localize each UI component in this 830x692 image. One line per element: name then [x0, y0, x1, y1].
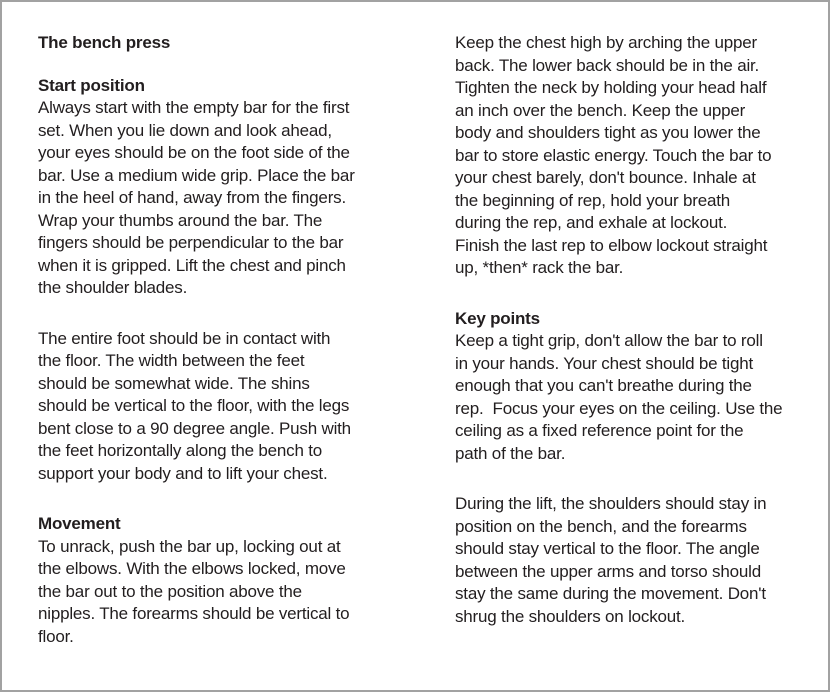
text-line: floor. [38, 626, 74, 646]
text-line: the bar out to the position above the [38, 581, 302, 601]
text-line: bent close to a 90 degree angle. Push with [38, 418, 351, 438]
paragraph [38, 97, 387, 300]
section-heading: Start position [38, 75, 145, 95]
text-line: Keep the chest high by arching the upper [455, 33, 757, 52]
text-line: between the upper arms and torso should [455, 561, 761, 581]
paragraph [455, 330, 804, 465]
text-line: bar. Use a medium wide grip. Place the bar [38, 165, 355, 185]
text-line: Tighten the neck by holding your head half [455, 78, 767, 97]
two-column-layout [38, 32, 800, 676]
text-line: should be vertical to the floor, with the legs [38, 396, 350, 415]
paragraph [455, 32, 804, 280]
text-line: when it is gripped. Lift the chest and pinch [38, 255, 346, 275]
page-content [2, 2, 828, 676]
text-line: support your body and to lift your chest. [38, 463, 328, 483]
text-line: the shoulder blades. [38, 278, 188, 297]
text-line: your chest barely, don't bounce. Inhale at [455, 168, 756, 187]
text-line: position on the bench, and the forearms [455, 516, 747, 536]
document-title: The bench press [38, 33, 171, 52]
text-line: ceiling as a fixed reference point for the [455, 421, 744, 440]
paragraph [455, 493, 804, 628]
section-heading: Movement [38, 514, 121, 533]
text-line: fingers should be perpendicular to the bar [38, 233, 344, 252]
text-line: back. The lower back should be in the air. [455, 55, 760, 75]
text-line: enough that you can't breathe during the [455, 376, 752, 395]
text-line: stay the same during the movement. Don't [455, 584, 766, 603]
text-line: shrug the shoulders on lockout. [455, 606, 686, 626]
paragraph [38, 536, 387, 649]
text-line: path of the bar. [455, 443, 566, 463]
text-line: your eyes should be on the foot side of the [38, 143, 350, 162]
text-line: Finish the last rep to elbow lockout straight [455, 235, 768, 255]
text-line: up, *then* rack the bar. [455, 258, 624, 277]
right-column [455, 32, 804, 676]
text-line: To unrack, push the bar up, locking out at [38, 536, 341, 556]
text-line: in your hands. Your chest should be tight [455, 353, 754, 373]
text-line: Always start with the empty bar for the first [38, 98, 350, 117]
text-line: nipples. The forearms should be vertical to [38, 604, 350, 623]
text-line: during the rep, and exhale at lockout. [455, 213, 728, 232]
text-line: The entire foot should be in contact with [38, 328, 331, 348]
text-line: an inch over the bench. Keep the upper [455, 100, 746, 120]
text-line: the floor. The width between the feet [38, 351, 305, 370]
text-line: set. When you lie down and look ahead, [38, 120, 332, 140]
text-line: should be somewhat wide. The shins [38, 373, 310, 393]
paragraph [38, 328, 387, 486]
text-line: in the heel of hand, away from the fingers. [38, 188, 346, 207]
text-line: bar to store elastic energy. Touch the bar to [455, 145, 772, 165]
left-column [38, 32, 387, 676]
text-line: Keep a tight grip, don't allow the bar to roll [455, 331, 763, 350]
text-line: Wrap your thumbs around the bar. The [38, 210, 323, 230]
text-line: the elbows. With the elbows locked, move [38, 559, 346, 578]
section-heading: Key points [455, 308, 540, 328]
text-line: the feet horizontally along the bench to [38, 441, 323, 460]
text-line: the beginning of rep, hold your breath [455, 190, 730, 210]
text-line: should stay vertical to the floor. The angle [455, 539, 760, 558]
text-line: body and shoulders tight as you lower the [455, 123, 761, 142]
text-line: During the lift, the shoulders should stay in [455, 494, 767, 513]
text-line: rep. Focus your eyes on the ceiling. Use the [455, 398, 783, 418]
